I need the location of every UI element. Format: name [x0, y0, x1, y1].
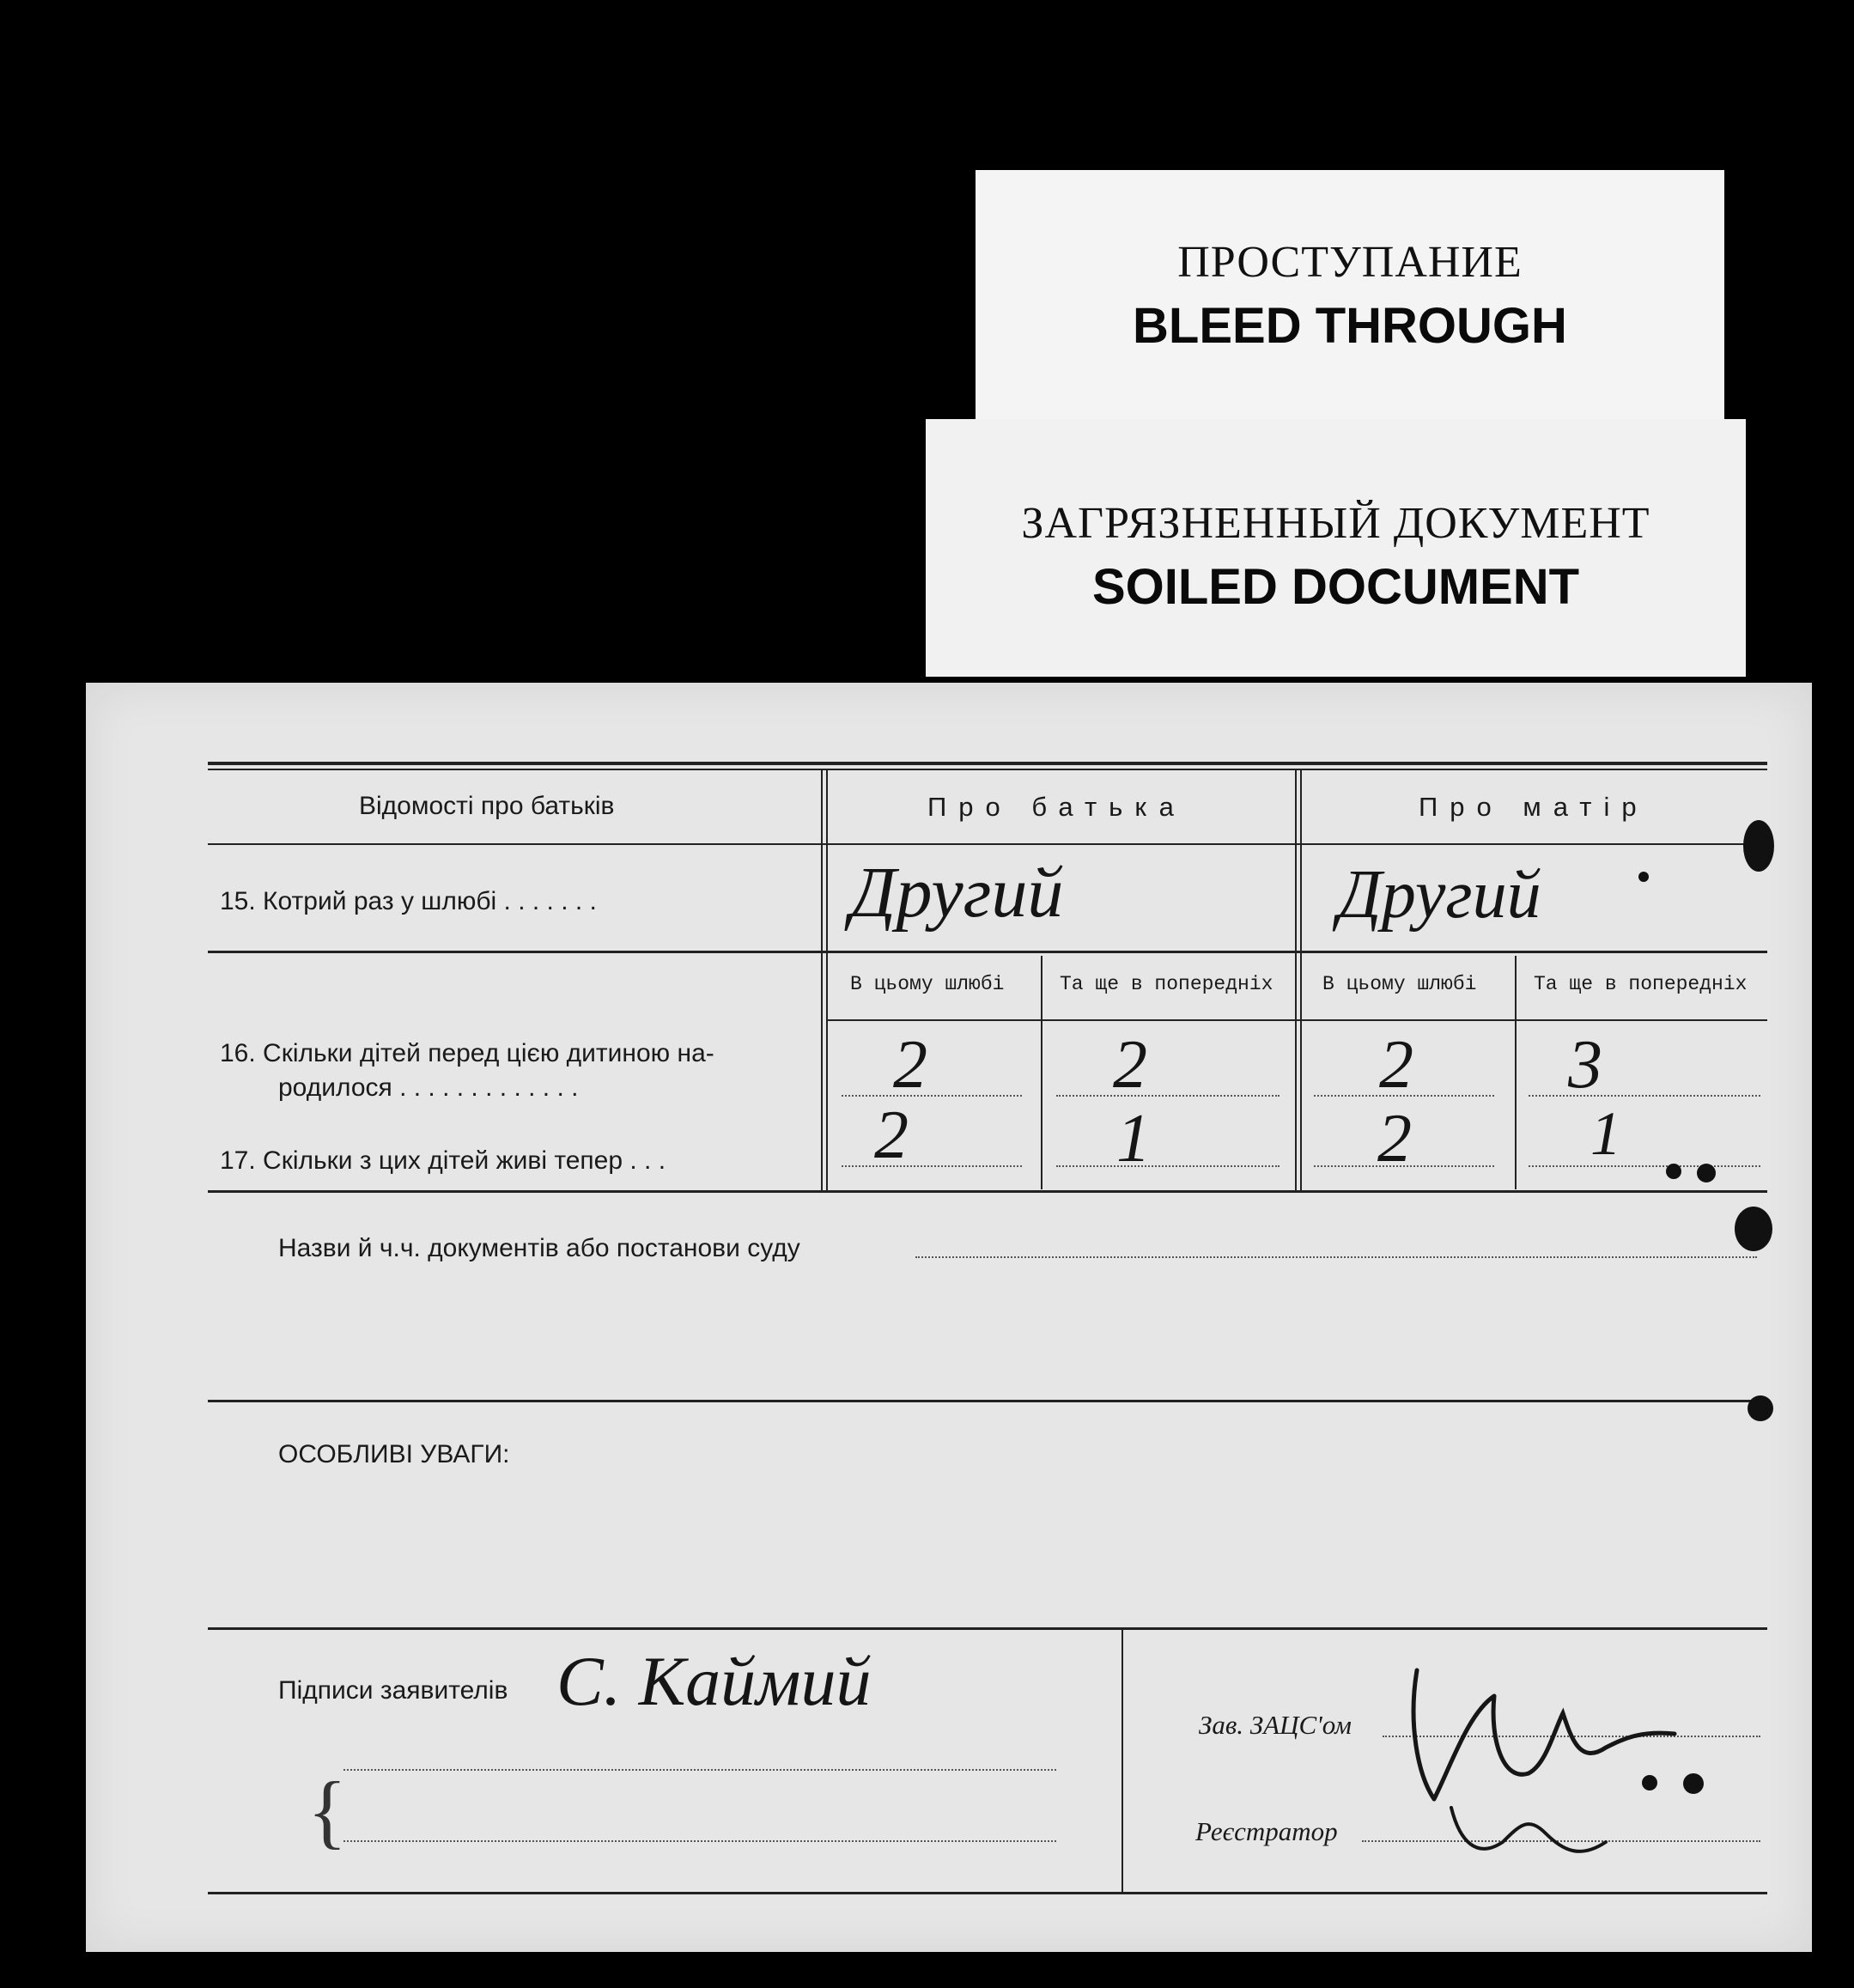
signature-divider: [1122, 1630, 1123, 1892]
subheader-rule: [828, 1019, 1767, 1021]
row17-line-c: [1314, 1165, 1494, 1167]
damage-spot: [1735, 1207, 1772, 1251]
row16-mother-current: 2: [1379, 1027, 1413, 1103]
row16-line-c: [1314, 1095, 1494, 1097]
soiled-document-en: SOILED DOCUMENT: [1091, 559, 1580, 615]
col-divider-father: [821, 770, 823, 1191]
documents-label: Назви й ч.ч. документів або постанови суду: [278, 1234, 800, 1262]
row16-line-b: [1056, 1095, 1280, 1097]
row16-mother-previous: 3: [1568, 1027, 1602, 1103]
table-bottom-rule: [208, 1190, 1767, 1193]
sub-father-previous: Та ще в попередніх: [1060, 973, 1273, 995]
row15-label: 15. Котрий раз у шлюбі . . . . . . .: [220, 887, 597, 915]
damage-spot: [1697, 1164, 1716, 1182]
damage-spot: [1743, 820, 1774, 872]
row16-label-line1: 16. Скільки дітей перед цією дитиною на-: [220, 1039, 714, 1067]
top-rule: [208, 762, 1767, 765]
sub-mother-previous: Та ще в попередніх: [1534, 973, 1748, 995]
damage-spot: [1642, 1775, 1657, 1790]
damage-spot: [1638, 872, 1649, 882]
row15-rule: [208, 951, 1767, 953]
documents-line: [915, 1256, 1757, 1258]
row17-line-b: [1056, 1165, 1280, 1167]
col-divider-mother: [1295, 770, 1297, 1191]
row17-line-d: [1529, 1165, 1760, 1167]
row17-father-current: 2: [874, 1097, 909, 1173]
applicant-signature: С. Каймий: [556, 1642, 872, 1720]
sub-father-current: В цьому шлюбі: [850, 973, 1005, 995]
row16-line-d: [1529, 1095, 1760, 1097]
row16-father-current: 2: [893, 1027, 927, 1103]
row15-father-value: Другий: [850, 853, 1064, 933]
bleed-through-sticker: [976, 170, 1724, 419]
bleed-through-en: BLEED THROUGH: [1133, 298, 1567, 354]
soiled-document-ru: ЗАГРЯЗНЕННЫЙ ДОКУМЕНТ: [1021, 499, 1650, 548]
special-notes-label: ОСОБЛИВІ УВАГИ:: [278, 1440, 510, 1468]
col-divider-father-b: [826, 770, 828, 1191]
row17-label: 17. Скільки з цих дітей живі тепер . . .: [220, 1146, 666, 1175]
row16-line-a: [842, 1095, 1022, 1097]
row16-father-previous: 2: [1113, 1027, 1147, 1103]
applicants-label: Підписи заявителів: [278, 1676, 508, 1705]
applicant-line-2: [343, 1840, 1056, 1842]
row17-father-previous: 1: [1116, 1101, 1151, 1176]
sub-mother-current: В цьому шлюбі: [1322, 973, 1477, 995]
registrar-label: Реєстратор: [1195, 1816, 1338, 1846]
bleed-through-ru: ПРОСТУПАНИЕ: [1177, 238, 1523, 287]
bottom-rule: [208, 1892, 1767, 1894]
header-about-mother: Про матір: [1419, 792, 1649, 822]
header-parents-info: Відомості про батьків: [359, 792, 615, 820]
brace-icon: {: [307, 1765, 348, 1857]
notes-rule: [208, 1627, 1767, 1630]
header-rule: [208, 843, 1767, 845]
row15-mother-value: Другий: [1338, 857, 1541, 933]
applicant-line-1: [343, 1769, 1056, 1771]
header-about-father: Про батька: [927, 792, 1186, 822]
head-of-registry-label: Зав. ЗАЦС'ом: [1199, 1710, 1352, 1740]
soiled-document-sticker: [926, 419, 1746, 677]
col-divider-mother-b: [1300, 770, 1302, 1191]
head-signature-scrawl: [1400, 1645, 1726, 1868]
damage-spot: [1683, 1773, 1704, 1794]
row17-line-a: [842, 1165, 1022, 1167]
damage-spot: [1666, 1164, 1681, 1179]
damage-spot: [1748, 1395, 1773, 1421]
birth-record-form: [86, 683, 1812, 1952]
sub-divider-mother: [1515, 956, 1517, 1189]
row16-label-line2: родилося . . . . . . . . . . . . .: [278, 1073, 579, 1102]
documents-rule: [208, 1400, 1767, 1402]
row17-mother-previous: 1: [1590, 1099, 1621, 1168]
sub-divider-father: [1041, 956, 1042, 1189]
top-rule-thin: [208, 769, 1767, 770]
row17-mother-current: 2: [1377, 1101, 1412, 1176]
